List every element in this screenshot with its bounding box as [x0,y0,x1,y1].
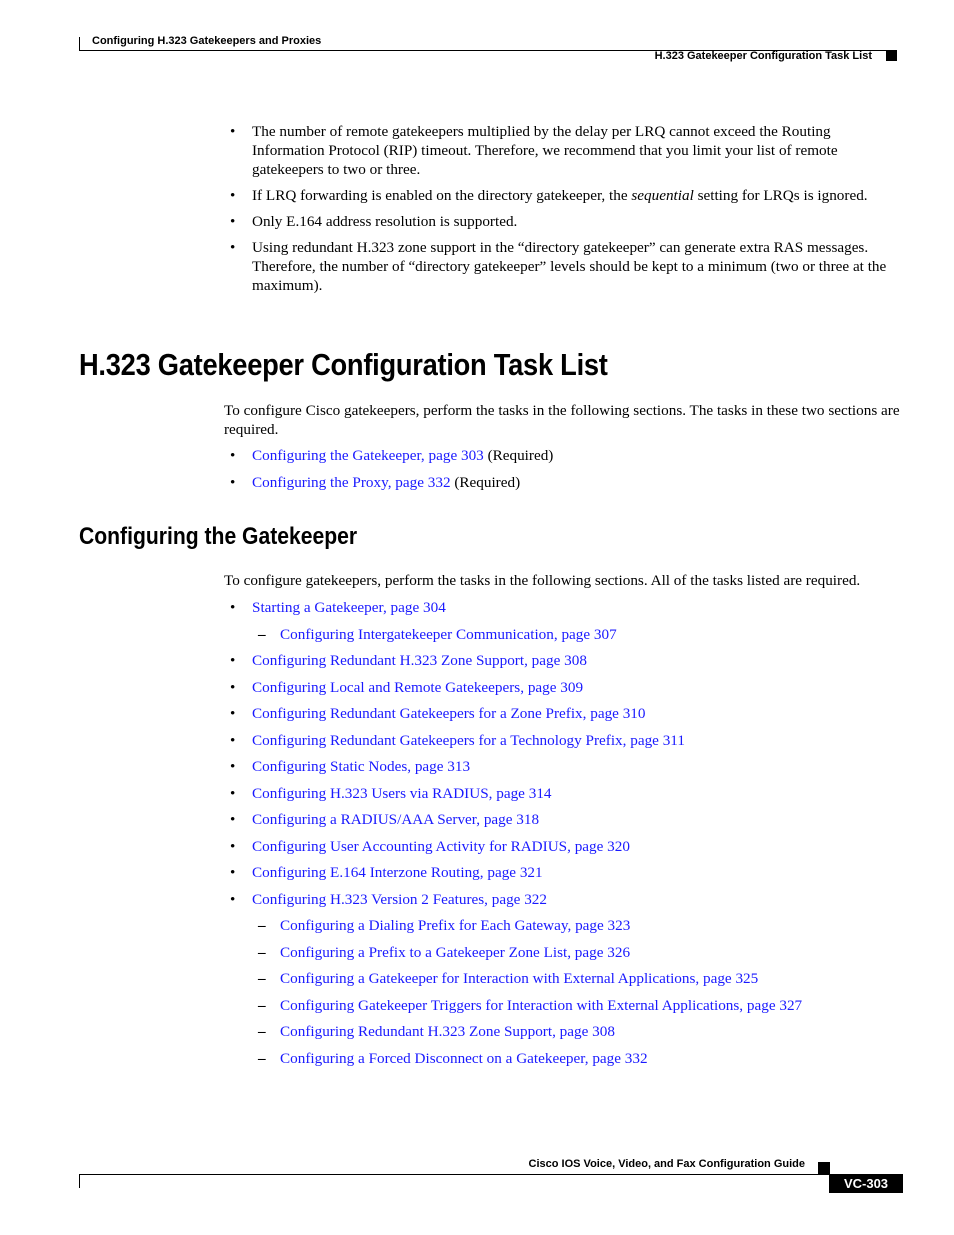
task-link[interactable]: Configuring E.164 Interzone Routing, page 321 [252,864,543,881]
list-item [224,731,900,750]
list-item [224,446,900,465]
list-item [224,969,900,988]
bullet-icon: • [230,811,236,828]
task-link[interactable]: Configuring Redundant H.323 Zone Support, page 308 [280,1023,615,1040]
bullet-text-before: If LRQ forwarding is enabled on the directory gatekeeper, the [252,187,632,204]
task-link[interactable]: Configuring a Forced Disconnect on a Gatekeeper, page 332 [280,1049,648,1067]
task-link[interactable]: Configuring User Accounting Activity for RADIUS, page 320 [252,837,630,855]
bullet-icon: • [230,123,236,140]
bullet-icon: • [230,758,236,775]
task-link[interactable]: Configuring Intergatekeeper Communication, page 307 [280,625,617,643]
section-heading: H.323 Gatekeeper Configuration Task List [79,347,608,382]
bullet-icon: • [230,239,236,256]
bullet-icon: • [230,731,236,749]
bullet-icon: • [230,864,236,881]
header-marker-box [886,50,897,61]
subsection-intro: To configure gatekeepers, perform the tasks in the following sections. All of the tasks listed are required. [224,572,861,589]
list-item [224,996,900,1015]
required-note: (Required) [450,474,521,491]
list-item [224,810,900,829]
list-item [224,837,900,856]
bullet-icon: • [230,784,236,802]
bullet-text-after: setting for LRQs is ignored. [693,187,868,204]
task-link[interactable]: Configuring H.323 Version 2 Features, page 322 [252,890,547,908]
bullet-icon: • [230,837,236,855]
bullet-icon: • [230,652,236,669]
task-link[interactable]: Configuring Gatekeeper Triggers for Interaction with External Applications, page 327 [280,996,803,1014]
dash-icon: – [258,996,266,1014]
bullet-icon: • [230,705,236,722]
running-header-section: H.323 Gatekeeper Configuration Task List [654,50,872,62]
bullet-icon: • [230,187,236,204]
list-item [224,212,900,231]
link-configuring-proxy[interactable]: Configuring the Proxy, page 332 [252,474,451,491]
task-link[interactable]: Starting a Gatekeeper, page 304 [252,599,446,616]
list-item [224,1022,900,1041]
list-item [224,625,900,644]
dash-icon: – [258,970,266,987]
task-link[interactable]: Configuring Redundant H.323 Zone Support, page 308 [252,652,587,669]
task-link[interactable]: Configuring a Dialing Prefix for Each Gateway, page 323 [280,917,631,934]
bullet-text-emphasis: sequential [631,187,694,204]
dash-icon: – [258,625,266,643]
list-item [224,598,900,617]
list-item [224,473,900,492]
gatekeeper-task-list [224,598,900,1075]
bullet-icon: • [230,599,236,616]
bullet-icon: • [230,447,236,464]
task-link[interactable]: Configuring Local and Remote Gatekeepers, page 309 [252,678,584,696]
bullet-text: The number of remote gatekeepers multiplied by the delay per LRQ cannot exceed the Routing Information Protocol (RIP) timeout. Therefore, we recommend that you limit your list of remote gatekeepers to two or three. [252,123,838,178]
bullet-icon: • [230,474,236,491]
task-link[interactable]: Configuring a RADIUS/AAA Server, page 318 [252,811,540,828]
list-item [224,890,900,909]
footer-rule [79,1174,903,1175]
list-item [224,943,900,962]
bullet-icon: • [230,678,236,696]
link-configuring-gatekeeper[interactable]: Configuring the Gatekeeper, page 303 [252,447,484,464]
section-intro: To configure Cisco gatekeepers, perform the tasks in the following sections. The tasks in these two sections are required. [224,402,900,438]
bullet-text: Using redundant H.323 zone support in the “directory gatekeeper” can generate extra RAS messages. Therefore, the number of “directory gatekeeper” levels should be kept to a minimum (two or three at the maximum). [252,239,887,294]
task-link[interactable]: Configuring Redundant Gatekeepers for a Zone Prefix, page 310 [252,705,646,722]
running-header-chapter: Configuring H.323 Gatekeepers and Proxies [92,35,322,47]
dash-icon: – [258,943,266,961]
bullet-icon: • [230,213,236,230]
footer-marker-box [818,1162,830,1174]
dash-icon: – [258,1049,266,1067]
dash-icon: – [258,917,266,934]
list-item [224,186,900,205]
list-item [224,678,900,697]
subsection-heading: Configuring the Gatekeeper [79,523,358,550]
list-item [224,651,900,670]
header-rule-left [79,37,80,51]
list-item [224,757,900,776]
footer-rule-left [79,1174,80,1188]
list-item [224,704,900,723]
list-item [224,916,900,935]
list-item [224,863,900,882]
required-note: (Required) [483,447,554,464]
intro-bullet-list [224,122,900,302]
task-link[interactable]: Configuring Static Nodes, page 313 [252,758,471,775]
list-item [224,1049,900,1068]
task-link[interactable]: Configuring a Gatekeeper for Interaction with External Applications, page 325 [280,970,759,987]
list-item [224,784,900,803]
page-number-badge: VC-303 [829,1175,903,1193]
bullet-icon: • [230,890,236,908]
footer-guide-title: Cisco IOS Voice, Video, and Fax Configuration Guide [528,1158,805,1170]
list-item [224,122,900,179]
task-link[interactable]: Configuring a Prefix to a Gatekeeper Zone List, page 326 [280,943,631,961]
list-item [224,238,900,295]
dash-icon: – [258,1023,266,1040]
task-link[interactable]: Configuring H.323 Users via RADIUS, page 314 [252,784,552,802]
bullet-text: Only E.164 address resolution is supported. [252,213,518,230]
task-link-list [224,446,900,500]
task-link[interactable]: Configuring Redundant Gatekeepers for a Technology Prefix, page 311 [252,731,685,749]
